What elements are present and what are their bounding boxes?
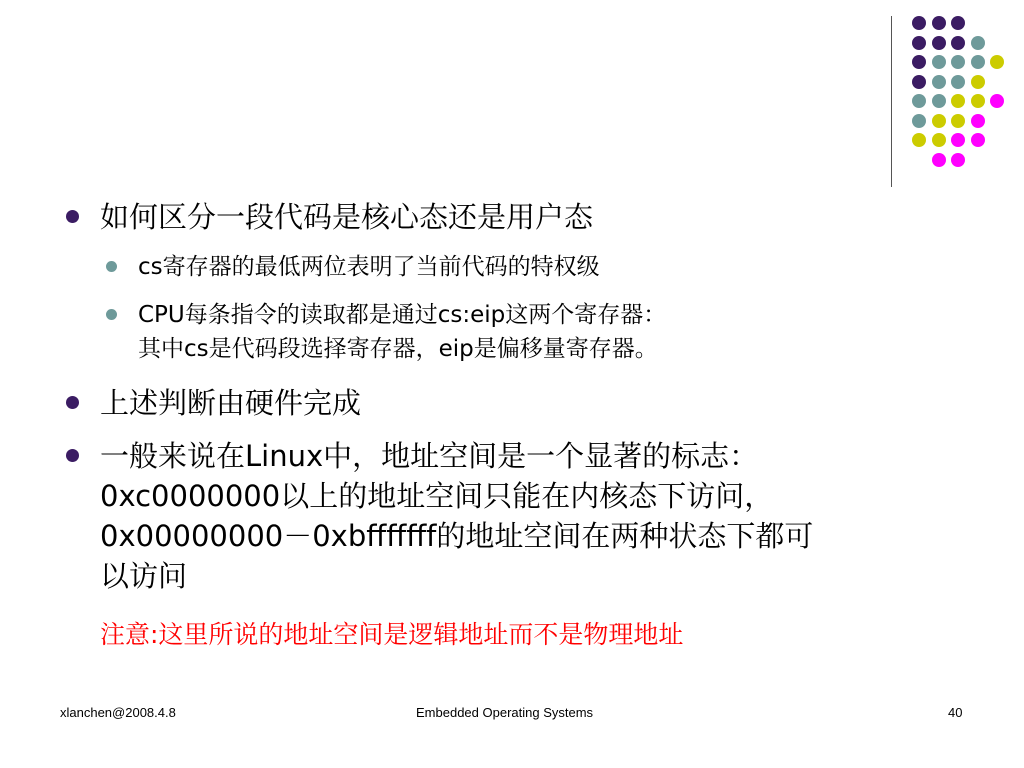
footer-page-number: 40: [948, 705, 963, 720]
subbullet-cs-eip-registers: CPU每条指令的读取都是通过cs:eip这两个寄存器：: [138, 298, 666, 332]
footer-title: Embedded Operating Systems: [416, 705, 594, 720]
bullet-address-space-line4: 以访问: [100, 559, 188, 593]
bullet-hardware-decision: 上述判断由硬件完成: [100, 383, 361, 423]
bullet-address-space-line2: 0xc0000000以上的地址空间只能在内核态下访问，: [100, 479, 774, 513]
bullet-kernel-or-user-mode: 如何区分一段代码是核心态还是用户态: [100, 197, 593, 237]
note-logical-address: 注意:这里所说的地址空间是逻辑地址而不是物理地址: [100, 620, 684, 649]
footer-author: xlanchen@2008.4.8: [60, 705, 176, 720]
subbullet-cs-eip-registers-continued: 其中cs是代码段选择寄存器，eip是偏移量寄存器。: [138, 336, 658, 362]
bullet-address-space-line3: 0x00000000－0xbfffffff的地址空间在两种状态下都可: [100, 519, 814, 553]
bullet-address-space-mark: 一般来说在Linux中，地址空间是一个显著的标志：: [100, 436, 758, 476]
subbullet-cs-privilege-level: cs寄存器的最低两位表明了当前代码的特权级: [138, 250, 600, 284]
